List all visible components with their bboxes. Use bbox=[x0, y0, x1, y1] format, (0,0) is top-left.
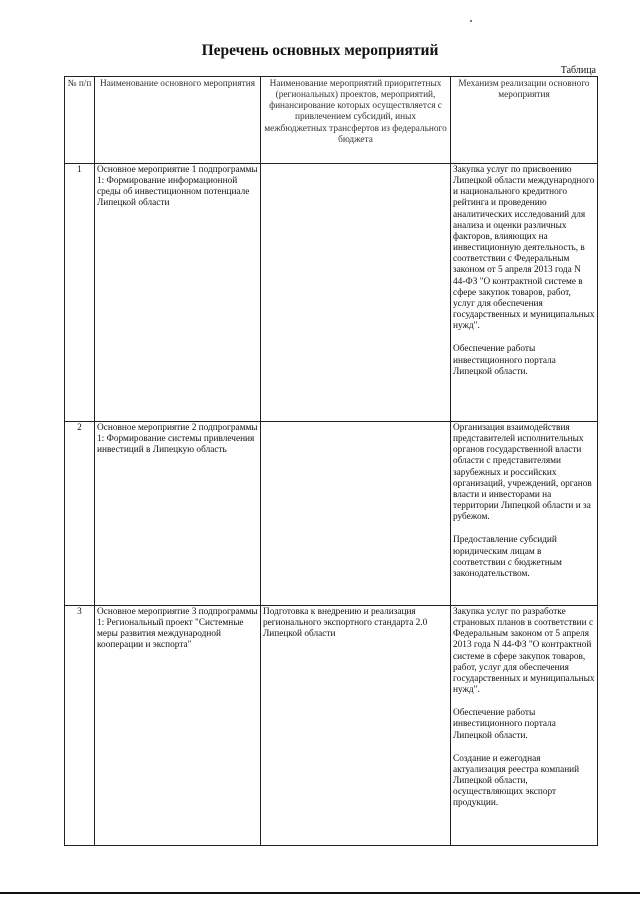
table-row bbox=[65, 422, 598, 606]
row-mechanism bbox=[451, 422, 598, 606]
document-title: Перечень основных мероприятий bbox=[201, 42, 439, 59]
row-main-event: Основное мероприятие 2 подпрограммы 1: Формирование системы привлечения инвестиций в Липецкую область bbox=[95, 422, 261, 606]
events-table bbox=[64, 76, 598, 846]
mechanism-paragraph: Закупка услуг по разработке страновых планов в соответствии с Федеральным законом от 5 апреля 2013 года N 44-ФЗ "О контрактной системе в сфере закупок товаров, работ, услуг для обеспечения государственных и муниципальных нужд". bbox=[453, 607, 595, 696]
row-projects bbox=[261, 422, 451, 606]
row-num: 3 bbox=[65, 606, 95, 846]
mechanism-paragraph: Предоставление субсидий юридическим лицам в соответствии с бюджетным законодательством. bbox=[453, 535, 562, 579]
header-projects: Наименование мероприятий приоритетных (региональных) проектов, мероприятий, финансирование которых осуществляется с привлечением субсидий, иных межбюджетных трансфертов из федерального бюджета bbox=[261, 77, 451, 164]
header-num: № п/п bbox=[65, 77, 95, 164]
mechanism-paragraph: Создание и ежегодная актуализация реестра компаний Липецкой области, осуществляющих экспорт продукции. bbox=[453, 753, 580, 809]
header-main-event: Наименование основного мероприятия bbox=[95, 77, 261, 164]
row-num: 2 bbox=[65, 422, 95, 606]
row-num: 1 bbox=[65, 164, 95, 422]
mechanism-paragraph: Закупка услуг по присвоению Липецкой области международного и национального кредитного рейтинга и проведению аналитических исследований для анализа и оценки различных факторов, влияющих на инвестиционную деятельность, в соответствии с Федеральным законом от 5 апреля 2013 года N 44-ФЗ "О контрактной системе в сфере закупок товаров, работ, услуг для обеспечения государственных и муниципальных нужд". bbox=[453, 165, 595, 332]
header-mechanism: Механизм реализации основного мероприятия bbox=[451, 77, 598, 164]
row-main-event: Основное мероприятие 3 подпрограммы 1: Региональный проект "Системные меры развития международной кооперации и экспорта" bbox=[95, 606, 261, 846]
table-row bbox=[65, 164, 598, 422]
mechanism-paragraph: Обеспечение работы инвестиционного портала Липецкой области. bbox=[453, 708, 556, 741]
row-mechanism bbox=[451, 164, 598, 422]
row-projects: Подготовка к внедрению и реализация регионального экспортного стандарта 2.0 Липецкой области bbox=[261, 606, 451, 846]
table-row bbox=[65, 606, 598, 846]
mechanism-paragraph: Организация взаимодействия представителей исполнительных органов государственной власти области с представителями зарубежных и российских организаций, учреждений, органов власти и инвесторами на территории Липецкой области и за рубежом. bbox=[453, 423, 592, 523]
table-header-row bbox=[65, 77, 598, 164]
page-bottom-rule bbox=[0, 892, 640, 894]
scan-mark bbox=[470, 20, 472, 22]
table-label: Таблица bbox=[560, 65, 596, 76]
row-projects bbox=[261, 164, 451, 422]
row-main-event: Основное мероприятие 1 подпрограммы 1: Формирование информационной среды об инвестиционном потенциале Липецкой области bbox=[95, 164, 261, 422]
row-mechanism bbox=[451, 606, 598, 846]
mechanism-paragraph: Обеспечение работы инвестиционного портала Липецкой области. bbox=[453, 344, 556, 377]
